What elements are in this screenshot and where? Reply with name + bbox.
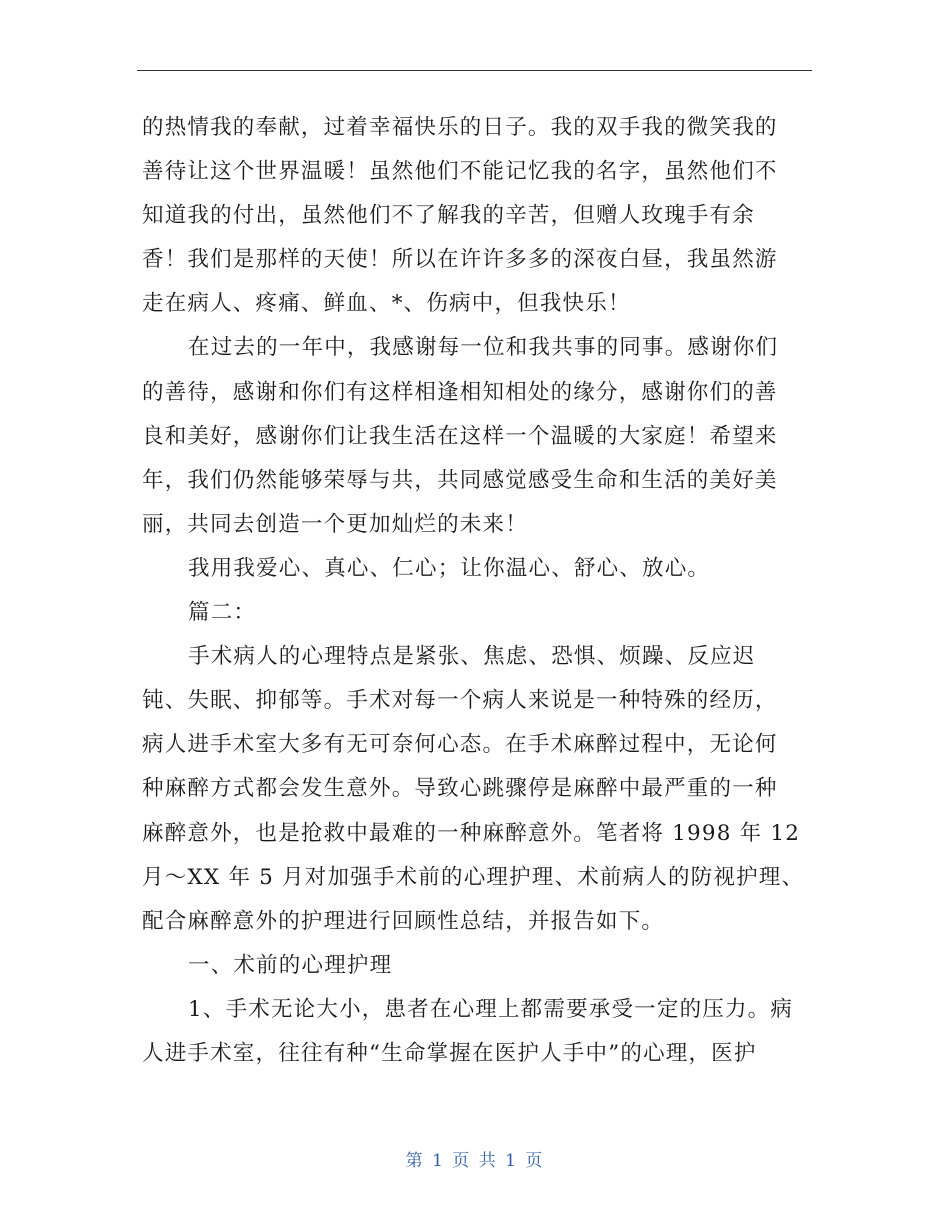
text-line: 善待让这个世界温暖！虽然他们不能记忆我的名字，虽然他们不 <box>142 159 778 185</box>
text-line: 月～XX 年 5 月对加强手术前的心理护理、术前病人的防视护理、 <box>142 864 805 890</box>
text-line: 香！我们是那样的天使！所以在许许多多的深夜白昼，我虽然游 <box>142 247 778 273</box>
section-heading: 篇二： <box>188 600 257 626</box>
text-line: 人进手术室，往往有种“生命掌握在医护人手中”的心理，医护 <box>142 1040 757 1066</box>
header-rule <box>137 70 812 71</box>
subsection-heading: 一、术前的心理护理 <box>188 952 393 978</box>
paragraph-start: 在过去的一年中，我感谢每一位和我共事的同事。感谢你们 <box>188 335 779 361</box>
text-line: 年，我们仍然能够荣辱与共，共同感觉感受生命和生活的美好美 <box>142 467 778 493</box>
document-body <box>142 106 804 1076</box>
text-line: 良和美好，感谢你们让我生活在这样一个温暖的大家庭！希望来 <box>142 423 778 449</box>
text-line: 的热情我的奉献，过着幸福快乐的日子。我的双手我的微笑我的 <box>142 115 778 140</box>
text-line: 配合麻醉意外的护理进行回顾性总结，并报告如下。 <box>142 908 665 934</box>
text-line: 知道我的付出，虽然他们不了解我的辛苦，但赠人玫瑰手有余 <box>142 203 755 229</box>
text-line: 病人进手术室大多有无可奈何心态。在手术麻醉过程中，无论何 <box>142 732 778 758</box>
text-line: 的善待，感谢和你们有这样相逢相知相处的缘分，感谢你们的善 <box>142 379 778 405</box>
paragraph-start: 手术病人的心理特点是紧张、焦虑、恐惧、烦躁、反应迟 <box>188 644 756 670</box>
text-line: 麻醉意外，也是抢救中最难的一种麻醉意外。笔者将 1998 年 12 <box>142 820 801 846</box>
text-line: 丽，共同去创造一个更加灿烂的未来！ <box>142 511 528 537</box>
paragraph-start: 我用我爱心、真心、仁心；让你温心、舒心、放心。 <box>188 555 711 581</box>
text-line: 走在病人、疼痛、鲜血、*、伤病中，但我快乐！ <box>142 291 631 317</box>
page-number-footer: 第 1 页 共 1 页 <box>405 1151 545 1171</box>
text-line: 种麻醉方式都会发生意外。导致心跳骤停是麻醉中最严重的一种 <box>142 776 778 802</box>
text-line: 钝、失眠、抑郁等。手术对每一个病人来说是一种特殊的经历， <box>142 688 778 714</box>
paragraph-start: 1、手术无论大小，患者在心理上都需要承受一定的压力。病 <box>188 996 794 1022</box>
